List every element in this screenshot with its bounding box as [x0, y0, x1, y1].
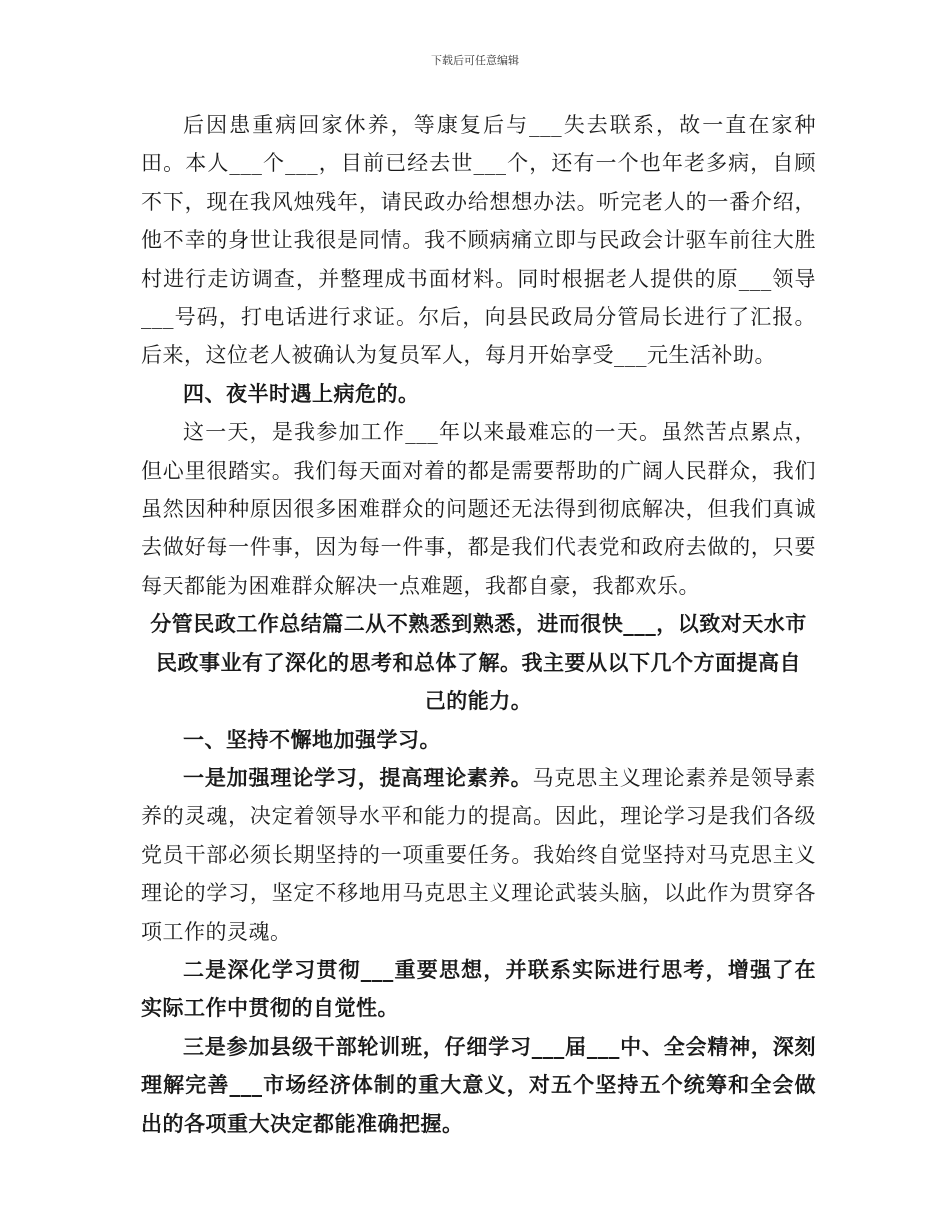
paragraph-body: 马克思主义理论素养是领导素养的灵魂，决定着领导水平和能力的提高。因此，理论学习是我们各级党员干部必须长期坚持的一项重要任务。我始终自觉坚持对马克思主义理论的学习，坚定不移地用马克思主义理论武装头脑，以此作为贯穿各项工作的灵魂。	[141, 765, 817, 944]
page-header: 下载后可任意编辑	[431, 54, 519, 67]
paragraph-deepen-study: 二是深化学习贯彻___重要思想，并联系实际进行思考，增强了在实际工作中贯彻的自觉性。	[141, 956, 816, 1021]
paragraph-memorable-day: 这一天，是我参加工作___年以来最难忘的一天。虽然苦点累点，但心里很踏实。我们每天面对着的都是需要帮助的广阔人民群众，我们虽然因种种原因很多困难群众的问题还无法得到彻底解决，但我们真诚去做好每一件事，因为每一件事，都是我们代表党和政府去做的，只要每天都能为困难群众解决一点难题，我都自豪，我都欢乐。	[141, 420, 816, 598]
article-title: 分管民政工作总结篇二从不熟悉到熟悉，进而很快___，以致对天水市民政事业有了深化的思考和总体了解。我主要从以下几个方面提高自己的能力。	[150, 611, 807, 714]
section-heading-4: 四、夜半时遇上病危的。	[183, 380, 420, 406]
paragraph-lead: 一是加强理论学习，提高理论素养。	[183, 764, 533, 790]
paragraph-veteran-story: 后因患重病回家休养，等康复后与___失去联系，故一直在家种田。本人___个___，目前已经去世___个，还有一个也年老多病，自顾不下，现在我风烛残年，请民政办给想想办法。听完老人的一番介绍，他不幸的身世让我很是同情。我不顾病痛立即与民政会计驱车前往大胜村进行走访调查，并整理成书面材料。同时根据老人提供的原___领导___号码，打电话进行求证。尔后，向县民政局分管局长进行了汇报。后来，这位老人被确认为复员军人，每月开始享受___元生活补助。	[141, 113, 816, 368]
paragraph-theory-study	[141, 759, 816, 951]
section-heading-1: 一、坚持不懈地加强学习。	[183, 726, 441, 752]
document-body	[141, 106, 816, 1143]
paragraph-cadre-training: 三是参加县级干部轮训班，仔细学习___届___中、全会精神，深刻理解完善___市场经济体制的重大意义，对五个坚持五个统筹和全会做出的各项重大决定都能准确把握。	[141, 1033, 816, 1136]
